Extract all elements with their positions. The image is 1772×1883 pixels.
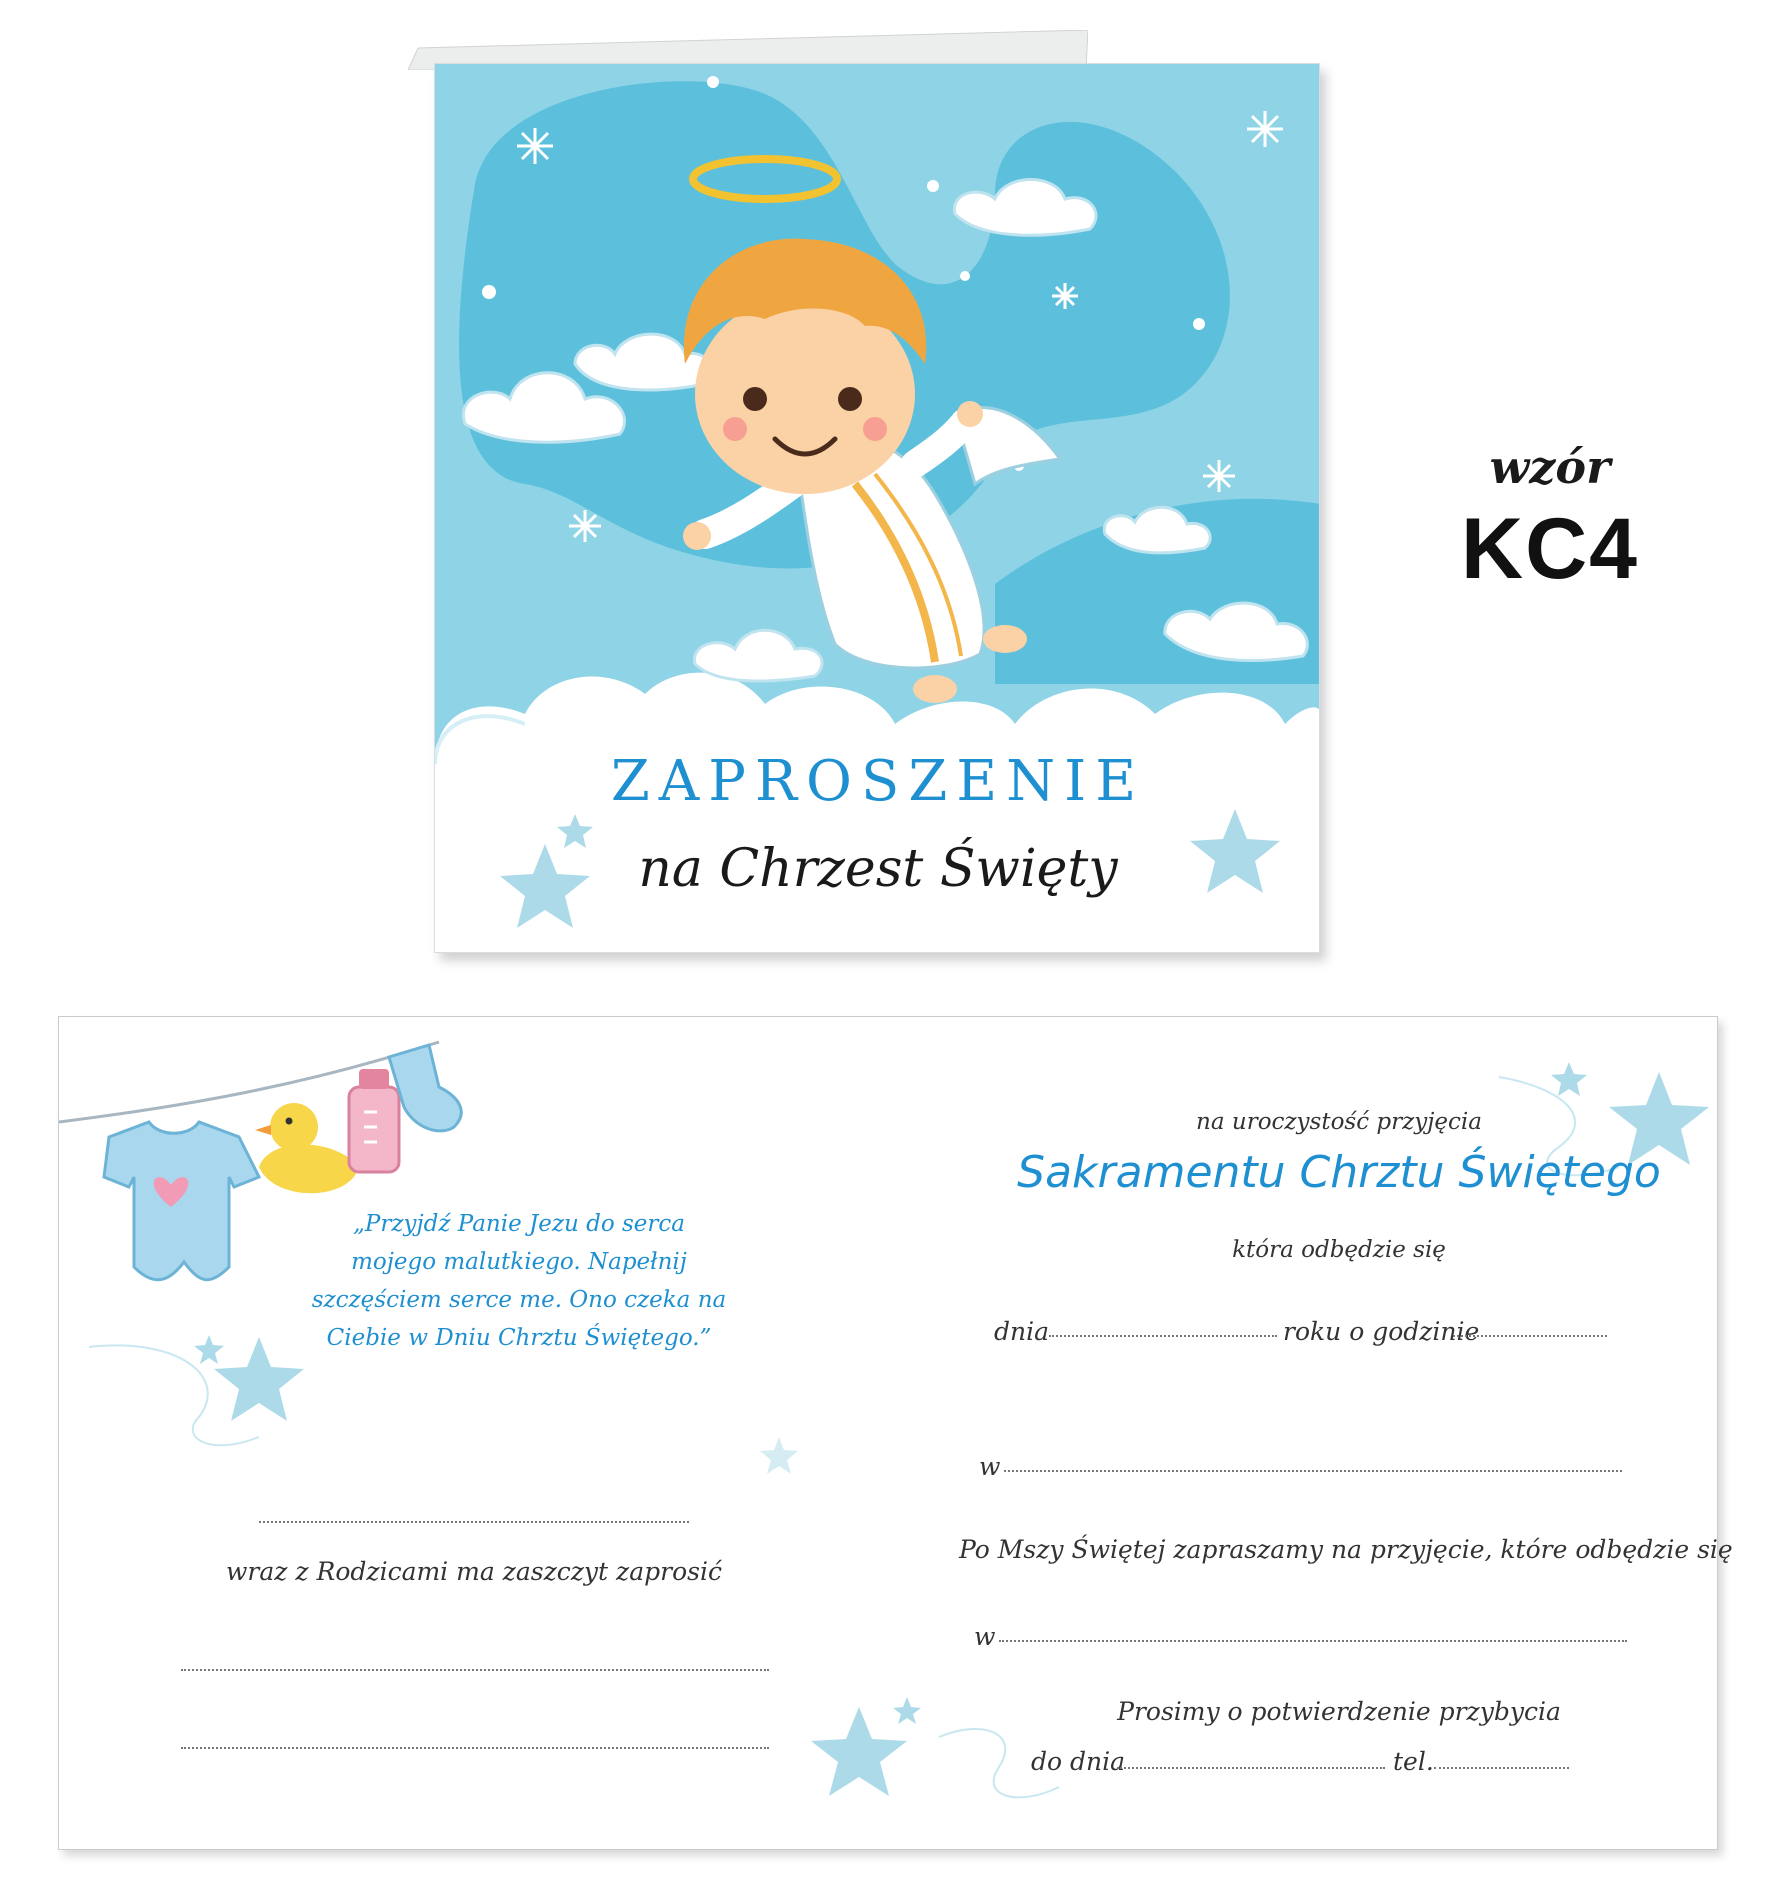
phone-label: tel. (1393, 1747, 1434, 1776)
place-label: w (979, 1452, 1001, 1481)
guest-name-line-2 (181, 1747, 769, 1749)
place-line (1004, 1470, 1622, 1472)
subintro-text: która odbędzie się (1232, 1237, 1446, 1263)
blessing-quote: „Przyjdź Panie Jezu do serca mojego malutkiego. Napełnij szczęściem serce me. Ono czeka na Ciebie w Dniu Chrztu Świętego.” (311, 1211, 727, 1351)
day-line (1049, 1335, 1277, 1337)
invitation-cover (434, 63, 1320, 953)
rubber-duck-icon (255, 1103, 359, 1193)
reception-text: Po Mszy Świętej zapraszamy na przyjęcie, które odbędzie się (959, 1535, 1733, 1564)
day-label: dnia (994, 1317, 1050, 1346)
invite-text: wraz z Rodzicami ma zaszczyt zaprosić (226, 1557, 722, 1586)
cover-title: ZAPROSZENIE (610, 749, 1146, 814)
intro-text: na uroczystość przyjęcia (1196, 1109, 1482, 1135)
rsvp-date-line (1117, 1767, 1385, 1769)
reception-place-line (999, 1640, 1627, 1642)
invitation-inner-spread (58, 1016, 1733, 1850)
reception-place-label: w (974, 1622, 996, 1651)
child-name-line (259, 1521, 689, 1523)
model-label: wzór (1489, 440, 1611, 494)
baby-bodysuit-icon (104, 1122, 259, 1280)
hour-line (1453, 1335, 1607, 1337)
cover-subtitle: na Chrzest Święty (638, 839, 1118, 899)
phone-line (1434, 1767, 1569, 1769)
rsvp-text: Prosimy o potwierdzenie przybycia (1117, 1697, 1561, 1726)
year-hour-label: roku o godzinie (1283, 1317, 1480, 1346)
baby-bottle-icon (349, 1069, 399, 1172)
cover-illustration (435, 64, 1320, 953)
guest-name-line-1 (181, 1669, 769, 1671)
rsvp-date-label: do dnia (1031, 1747, 1126, 1776)
star-icon (811, 1697, 921, 1796)
sacrament-heading: Sakramentu Chrztu Świętego (1017, 1147, 1661, 1198)
model-code: KC4 (1460, 501, 1640, 597)
